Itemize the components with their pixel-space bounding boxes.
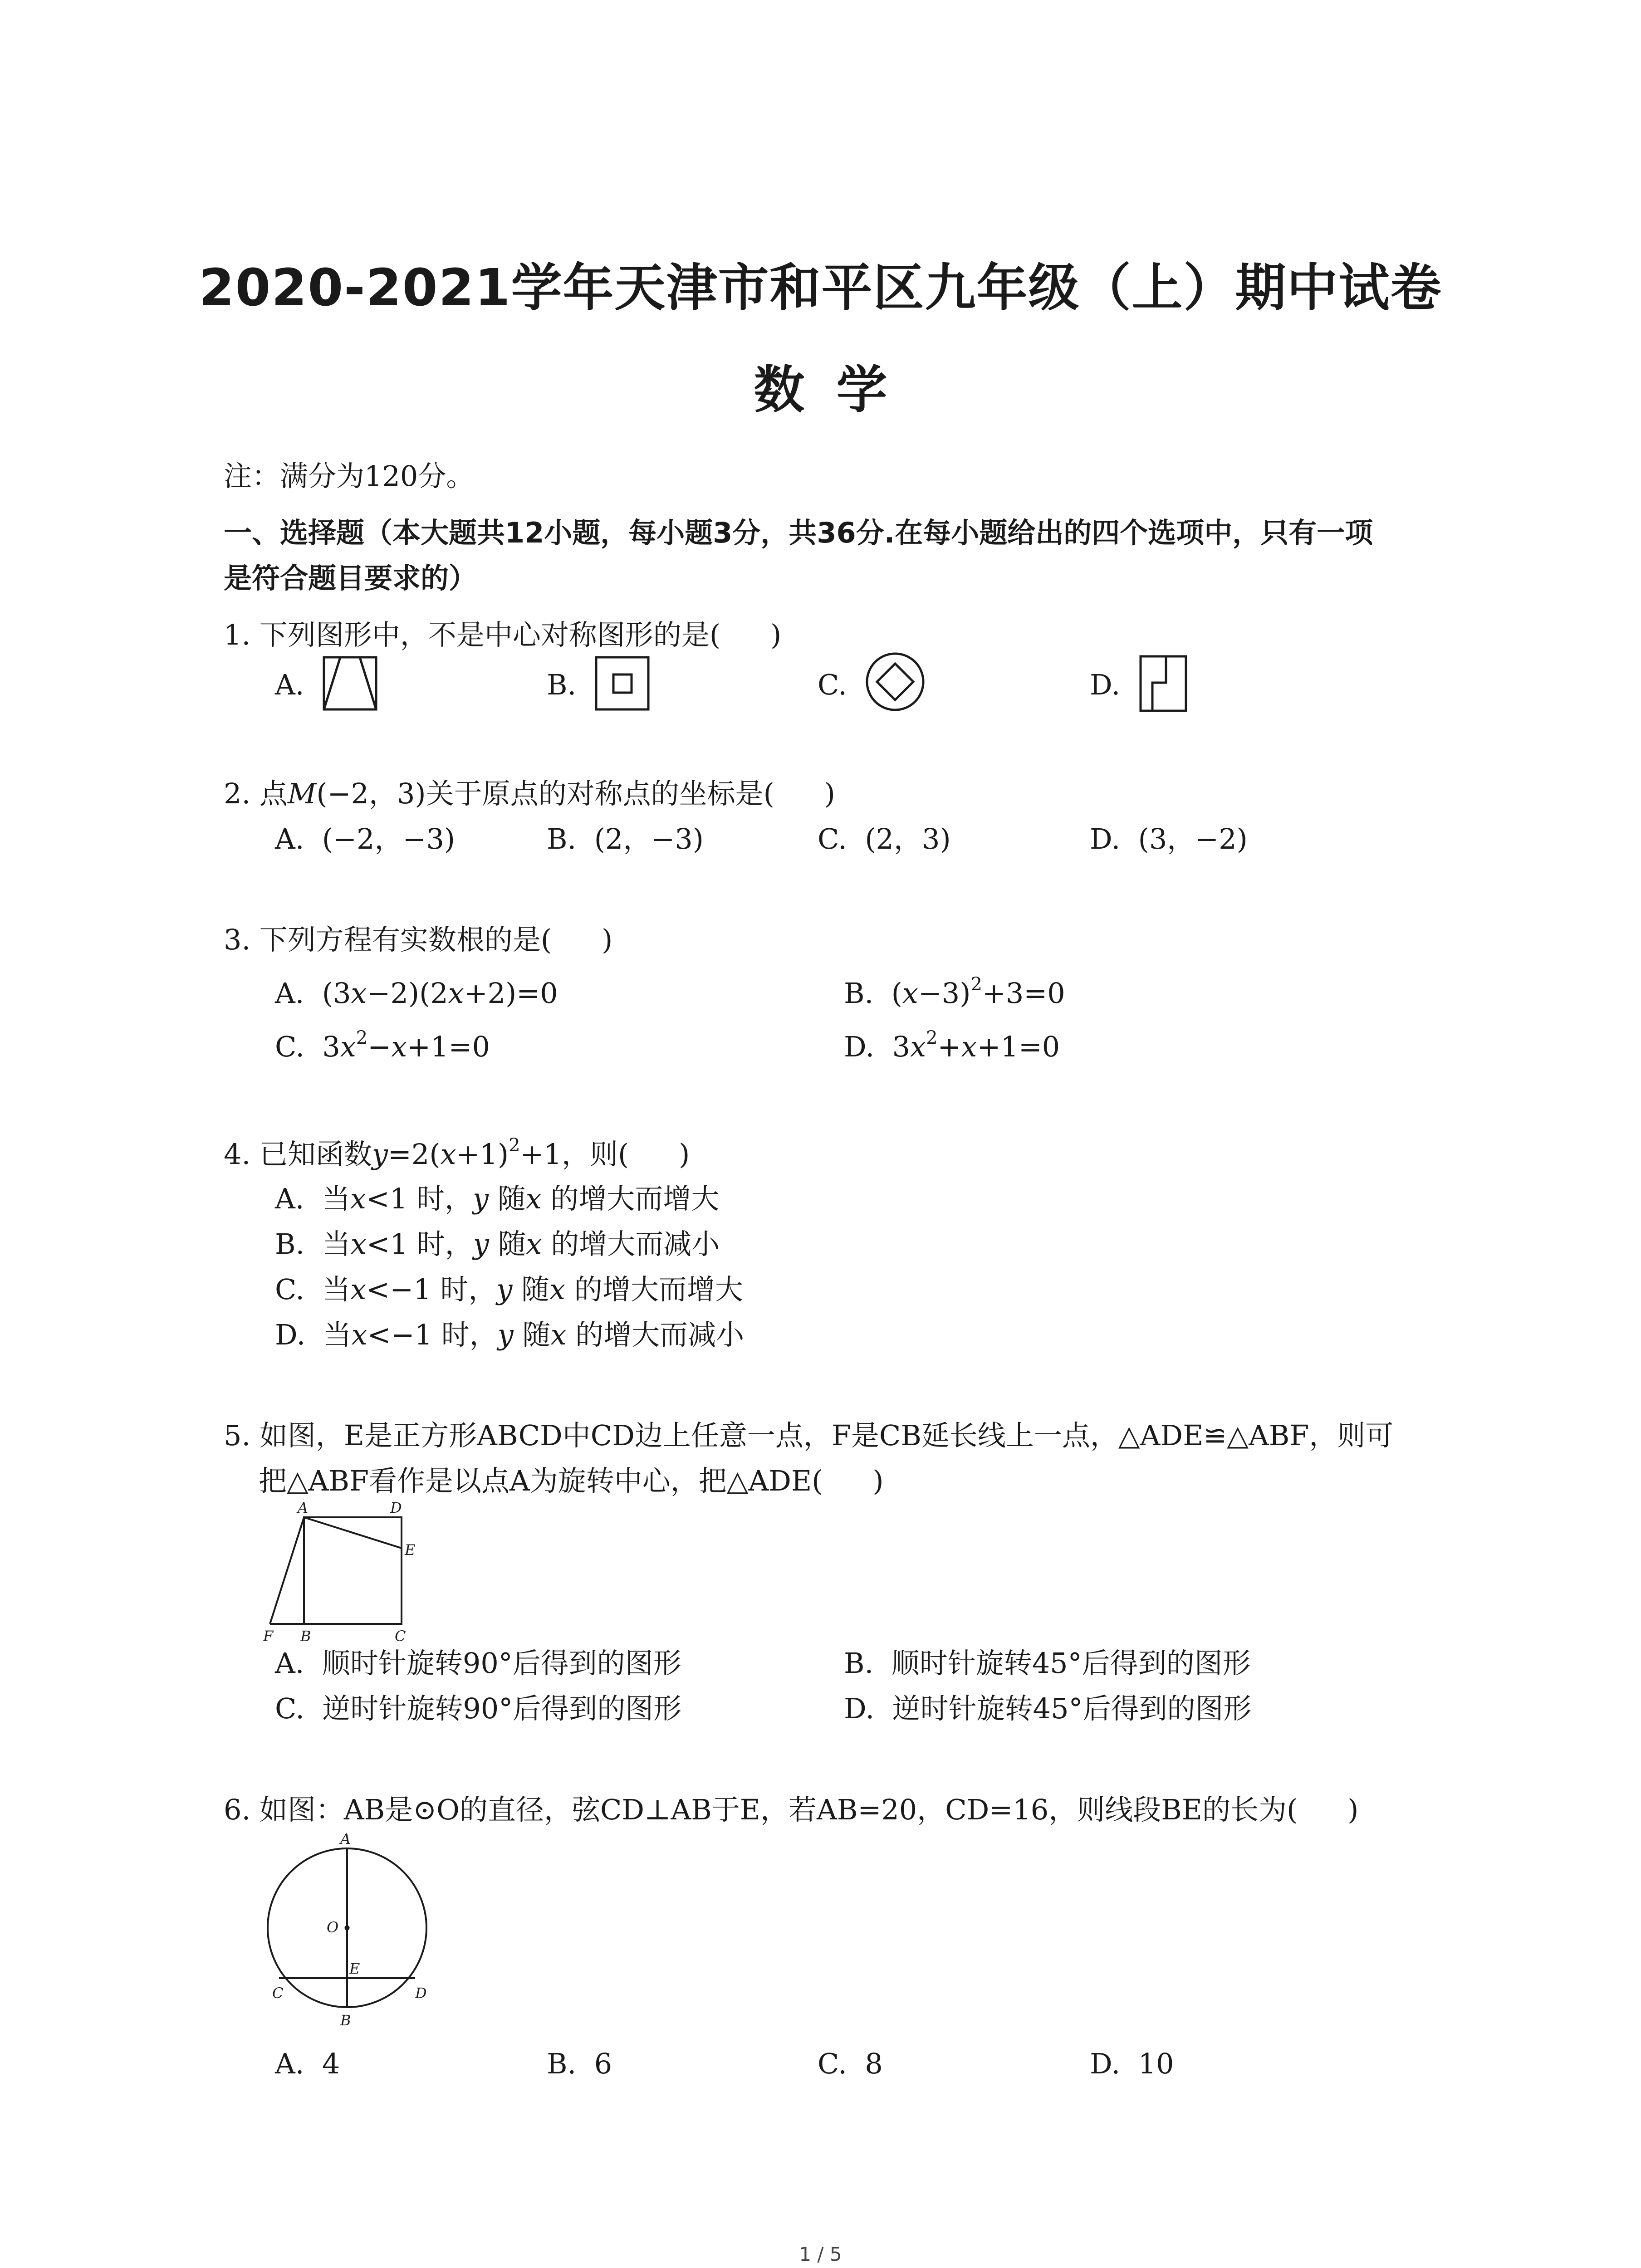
q4-option-d: D. 当x<−1 时，y 随x 的增大而减小 <box>275 1318 745 1351</box>
q4-option-b: B. 当x<1 时，y 随x 的增大而减小 <box>275 1227 720 1261</box>
q1-option-a-label: A. <box>275 668 304 701</box>
q6-circle-figure <box>259 1826 449 2039</box>
q1-figure-d <box>1139 655 1189 714</box>
q6-label-d: D <box>415 1984 427 2002</box>
q6-label-b: B <box>340 2012 351 2029</box>
q6-label-c: C <box>272 1984 284 2002</box>
q3-option-a: A. (3x−2)(2x+2)=0 <box>275 977 558 1010</box>
q1-figure-a <box>322 655 379 712</box>
q5-option-d: D. 逆时针旋转45°后得到的图形 <box>844 1692 1252 1725</box>
q5-label-e: E <box>405 1541 416 1559</box>
q2-option-c: C. (2，3) <box>818 822 951 855</box>
q6-option-b: B. 6 <box>547 2047 612 2080</box>
q3-option-c: C. $3x^2-x+1=0$ <box>275 1027 490 1063</box>
q5-option-a: A. 顺时针旋转90°后得到的图形 <box>275 1647 681 1680</box>
answer-paren-close: ) <box>770 618 782 651</box>
q6-label-e: E <box>349 1960 360 1977</box>
q5-label-f: F <box>263 1628 274 1645</box>
q1-option-d-label: D. <box>1090 668 1121 701</box>
q6-label-a: A <box>340 1830 351 1848</box>
q6-option-a: A. 4 <box>275 2047 340 2080</box>
q1-option-b-label: B. <box>547 668 577 701</box>
q4-option-a: A. 当x<1 时，y 随x 的增大而增大 <box>275 1182 720 1215</box>
q1-figure-b <box>594 655 651 712</box>
q4-option-c: C. 当x<−1 时，y 随x 的增大而增大 <box>275 1273 743 1306</box>
q6-option-d: D. 10 <box>1090 2047 1174 2080</box>
question-1-stem <box>224 617 781 653</box>
q6-label-o: O <box>327 1919 339 1936</box>
q3-option-d: D. $3x^2+x+1=0$ <box>844 1027 1060 1063</box>
q5-label-c: C <box>395 1628 406 1645</box>
q5-label-a: A <box>298 1499 309 1516</box>
score-note: 注：满分为120分。 <box>224 459 475 493</box>
q2-option-d: D. (3，−2) <box>1090 822 1248 855</box>
q1-figure-c <box>864 651 928 714</box>
subject-title: 数学 <box>754 361 919 420</box>
question-3-stem: 3. 下列方程有实数根的是( ) <box>224 923 613 956</box>
page-number: 1 / 5 <box>799 2243 842 2265</box>
section-heading-line1: 一、选择题（本大题共12小题，每小题3分，共36分.在每小题给出的四个选项中，只有一项 <box>224 516 1373 549</box>
q1-option-c-label: C. <box>818 668 847 701</box>
question-5-stem-line2: 把△ABF看作是以点A为旋转中心，把△ADE( ) <box>259 1464 884 1497</box>
q5-label-d: D <box>390 1499 402 1516</box>
question-4-stem: 4. 已知函数$y=2(x+1)^2+1$，则( ) <box>224 1135 690 1171</box>
q3-option-b: B. $(x-3)^2+3=0$ <box>844 974 1065 1010</box>
q2-option-b: B. (2，−3) <box>547 822 704 855</box>
q6-option-c: C. 8 <box>818 2047 883 2080</box>
question-number: 1. <box>224 618 251 651</box>
question-2-stem: 2. 点M(−2，3)关于原点的对称点的坐标是( ) <box>224 777 835 810</box>
exam-title: 2020-2021学年天津市和平区九年级（上）期中试卷 <box>199 259 1442 318</box>
question-5-stem-line1: 5. 如图，E是正方形ABCD中CD边上任意一点，F是CB延长线上一点，△ADE≌△ABF，则可 <box>224 1419 1394 1452</box>
q5-option-b: B. 顺时针旋转45°后得到的图形 <box>844 1647 1251 1680</box>
question-6-stem: 6. 如图：AB是⊙O的直径，弦CD⊥AB于E，若AB=20，CD=16，则线段BE的长为( ) <box>224 1793 1359 1826</box>
section-heading-line2: 是符合题目要求的） <box>224 562 477 595</box>
q5-label-b: B <box>300 1628 311 1645</box>
q5-option-c: C. 逆时针旋转90°后得到的图形 <box>275 1692 682 1725</box>
q5-square-figure <box>254 1497 445 1647</box>
question-text: 下列图形中，不是中心对称图形的是( <box>259 618 721 651</box>
q2-option-a: A. (−2，−3) <box>275 822 456 855</box>
